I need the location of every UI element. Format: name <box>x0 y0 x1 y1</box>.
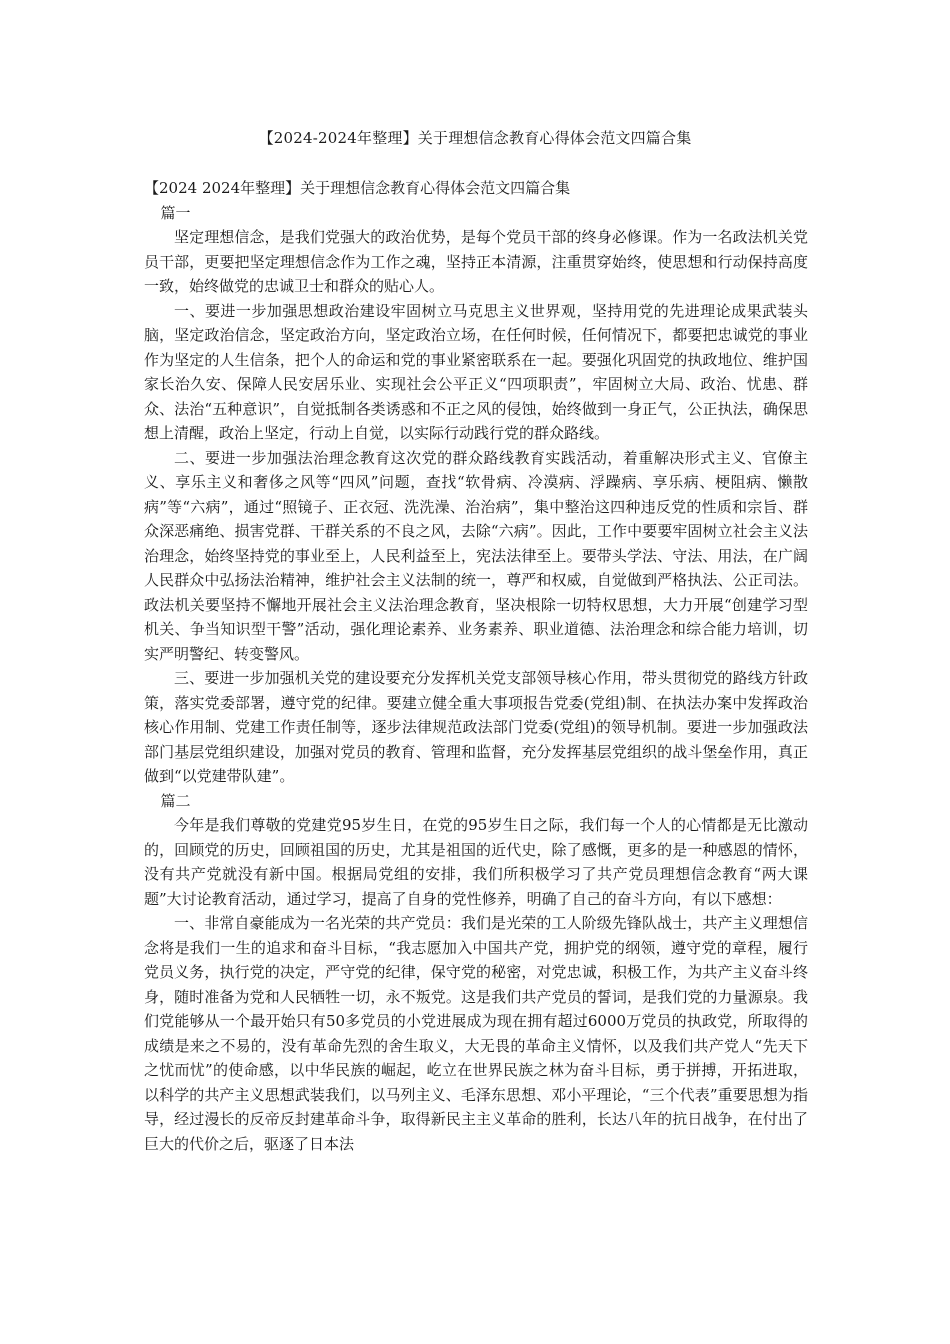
paragraph: 二、要进一步加强法治理念教育这次党的群众路线教育实践活动，着重解决形式主义、官僚主义、享乐主义和奢侈之风等“四风”问题，查找“软骨病、冷漠病、浮躁病、享乐病、梗阻病、懒散病”等“六病”，通过“照镜子、正衣冠、洗洗澡、治治病”，集中整治这四种违反党的性质和宗旨、群众深恶痛绝、损害党群、干群关系的不良之风，去除“六病”。因此，工作中要要牢固树立社会主义法治理念，始终坚持党的事业至上，人民利益至上，宪法法律至上。要带头学法、守法、用法，在广阔人民群众中弘扬法治精神，维护社会主义法制的统一，尊严和权威，自觉做到严格执法、公正司法。政法机关要坚持不懈地开展社会主义法治理念教育，坚决根除一切特权思想，大力开展“创建学习型机关、争当知识型干警”活动，强化理论素养、业务素养、职业道德、法治理念和综合能力培训，切实严明警纪、转变警风。 <box>144 448 808 663</box>
paragraph: 三、要进一步加强机关党的建设要充分发挥机关党支部领导核心作用，带头贯彻党的路线方针政策，落实党委部署，遵守党的纪律。要建立健全重大事项报告党委(党组)制、在执法办案中发挥政治核心作用制、党建工作责任制等，逐步法律规范政法部门党委(党组)的领导机制。要进一步加强政法部门基层党组织建设，加强对党员的教育、管理和监督，充分发挥基层党组织的战斗堡垒作用，真正做到“以党建带队建”。 <box>144 669 808 785</box>
document-subtitle: 【2024 2024年整理】关于理想信念教育心得体会范文四篇合集 <box>144 179 571 197</box>
paragraph: 一、非常自豪能成为一名光荣的共产党员：我们是光荣的工人阶级先锋队战士，共产主义理想信念将是我们一生的追求和奋斗目标，“我志愿加入中国共产党，拥护党的纲领，遵守党的章程，履行党员义务，执行党的决定，严守党的纪律，保守党的秘密，对党忠诚，积极工作，为共产主义奋斗终身，随时准备为党和人民牺牲一切，永不叛党。这是我们共产党员的誓词，是我们党的力量源泉。我们党能够从一个最开始只有50多党员的小党进展成为现在拥有超过6000万党员的执政党，所取得的成绩是来之不易的，没有革命先烈的舍生取义，大无畏的革命主义情怀，以及我们共产党人“先天下之忧而忧”的使命感，以中华民族的崛起，屹立在世界民族之林为奋斗目标，勇于拼搏，开拓进取，以科学的共产主义思想武装我们，以马列主义、毛泽东思想、邓小平理论，“三个代表”重要思想为指导，经过漫长的反帝反封建革命斗争，取得新民主主义革命的胜利，长达八年的抗日战争，在付出了巨大的代价之后，驱逐了日本法 <box>144 914 808 1153</box>
document-body <box>144 176 808 1156</box>
paragraph: 今年是我们尊敬的党建党95岁生日，在党的95岁生日之际，我们每一个人的心情都是无比激动的，回顾党的历史，回顾祖国的历史，尤其是祖国的近代史，除了感慨，更多的是一种感恩的情怀，没有共产党就没有新中国。根据局党组的安排，我们所积极学习了共产党员理想信念教育“两大课题”大讨论教育活动，通过学习，提高了自身的党性修养，明确了自己的奋斗方向，有以下感想： <box>144 816 808 908</box>
paragraph: 一、要进一步加强思想政治建设牢固树立马克思主义世界观，坚持用党的先进理论成果武装头脑，坚定政治信念，坚定政治方向，坚定政治立场，在任何时候，任何情况下，都要把忠诚党的事业作为坚定的人生信条，把个人的命运和党的事业紧密联系在一起。要强化巩固党的执政地位、维护国家长治久安、保障人民安居乐业、实现社会公平正义“四项职责”，牢固树立大局、政治、忧患、群众、法治“五种意识”，自觉抵制各类诱惑和不正之风的侵蚀，始终做到一身正气，公正执法，确保思想上清醒，政治上坚定，行动上自觉，以实际行动践行党的群众路线。 <box>144 301 808 442</box>
paragraph: 坚定理想信念，是我们党强大的政治优势，是每个党员干部的终身必修课。作为一名政法机关党员干部，更要把坚定理想信念作为工作之魂，坚持正本清源，注重贯穿始终，使思想和行动保持高度一致，始终做党的忠诚卫士和群众的贴心人。 <box>144 228 808 295</box>
part-two-label: 篇二 <box>160 791 191 810</box>
document-title: 【2024-2024年整理】关于理想信念教育心得体会范文四篇合集 <box>258 129 692 147</box>
part-one-label: 篇一 <box>160 203 191 222</box>
